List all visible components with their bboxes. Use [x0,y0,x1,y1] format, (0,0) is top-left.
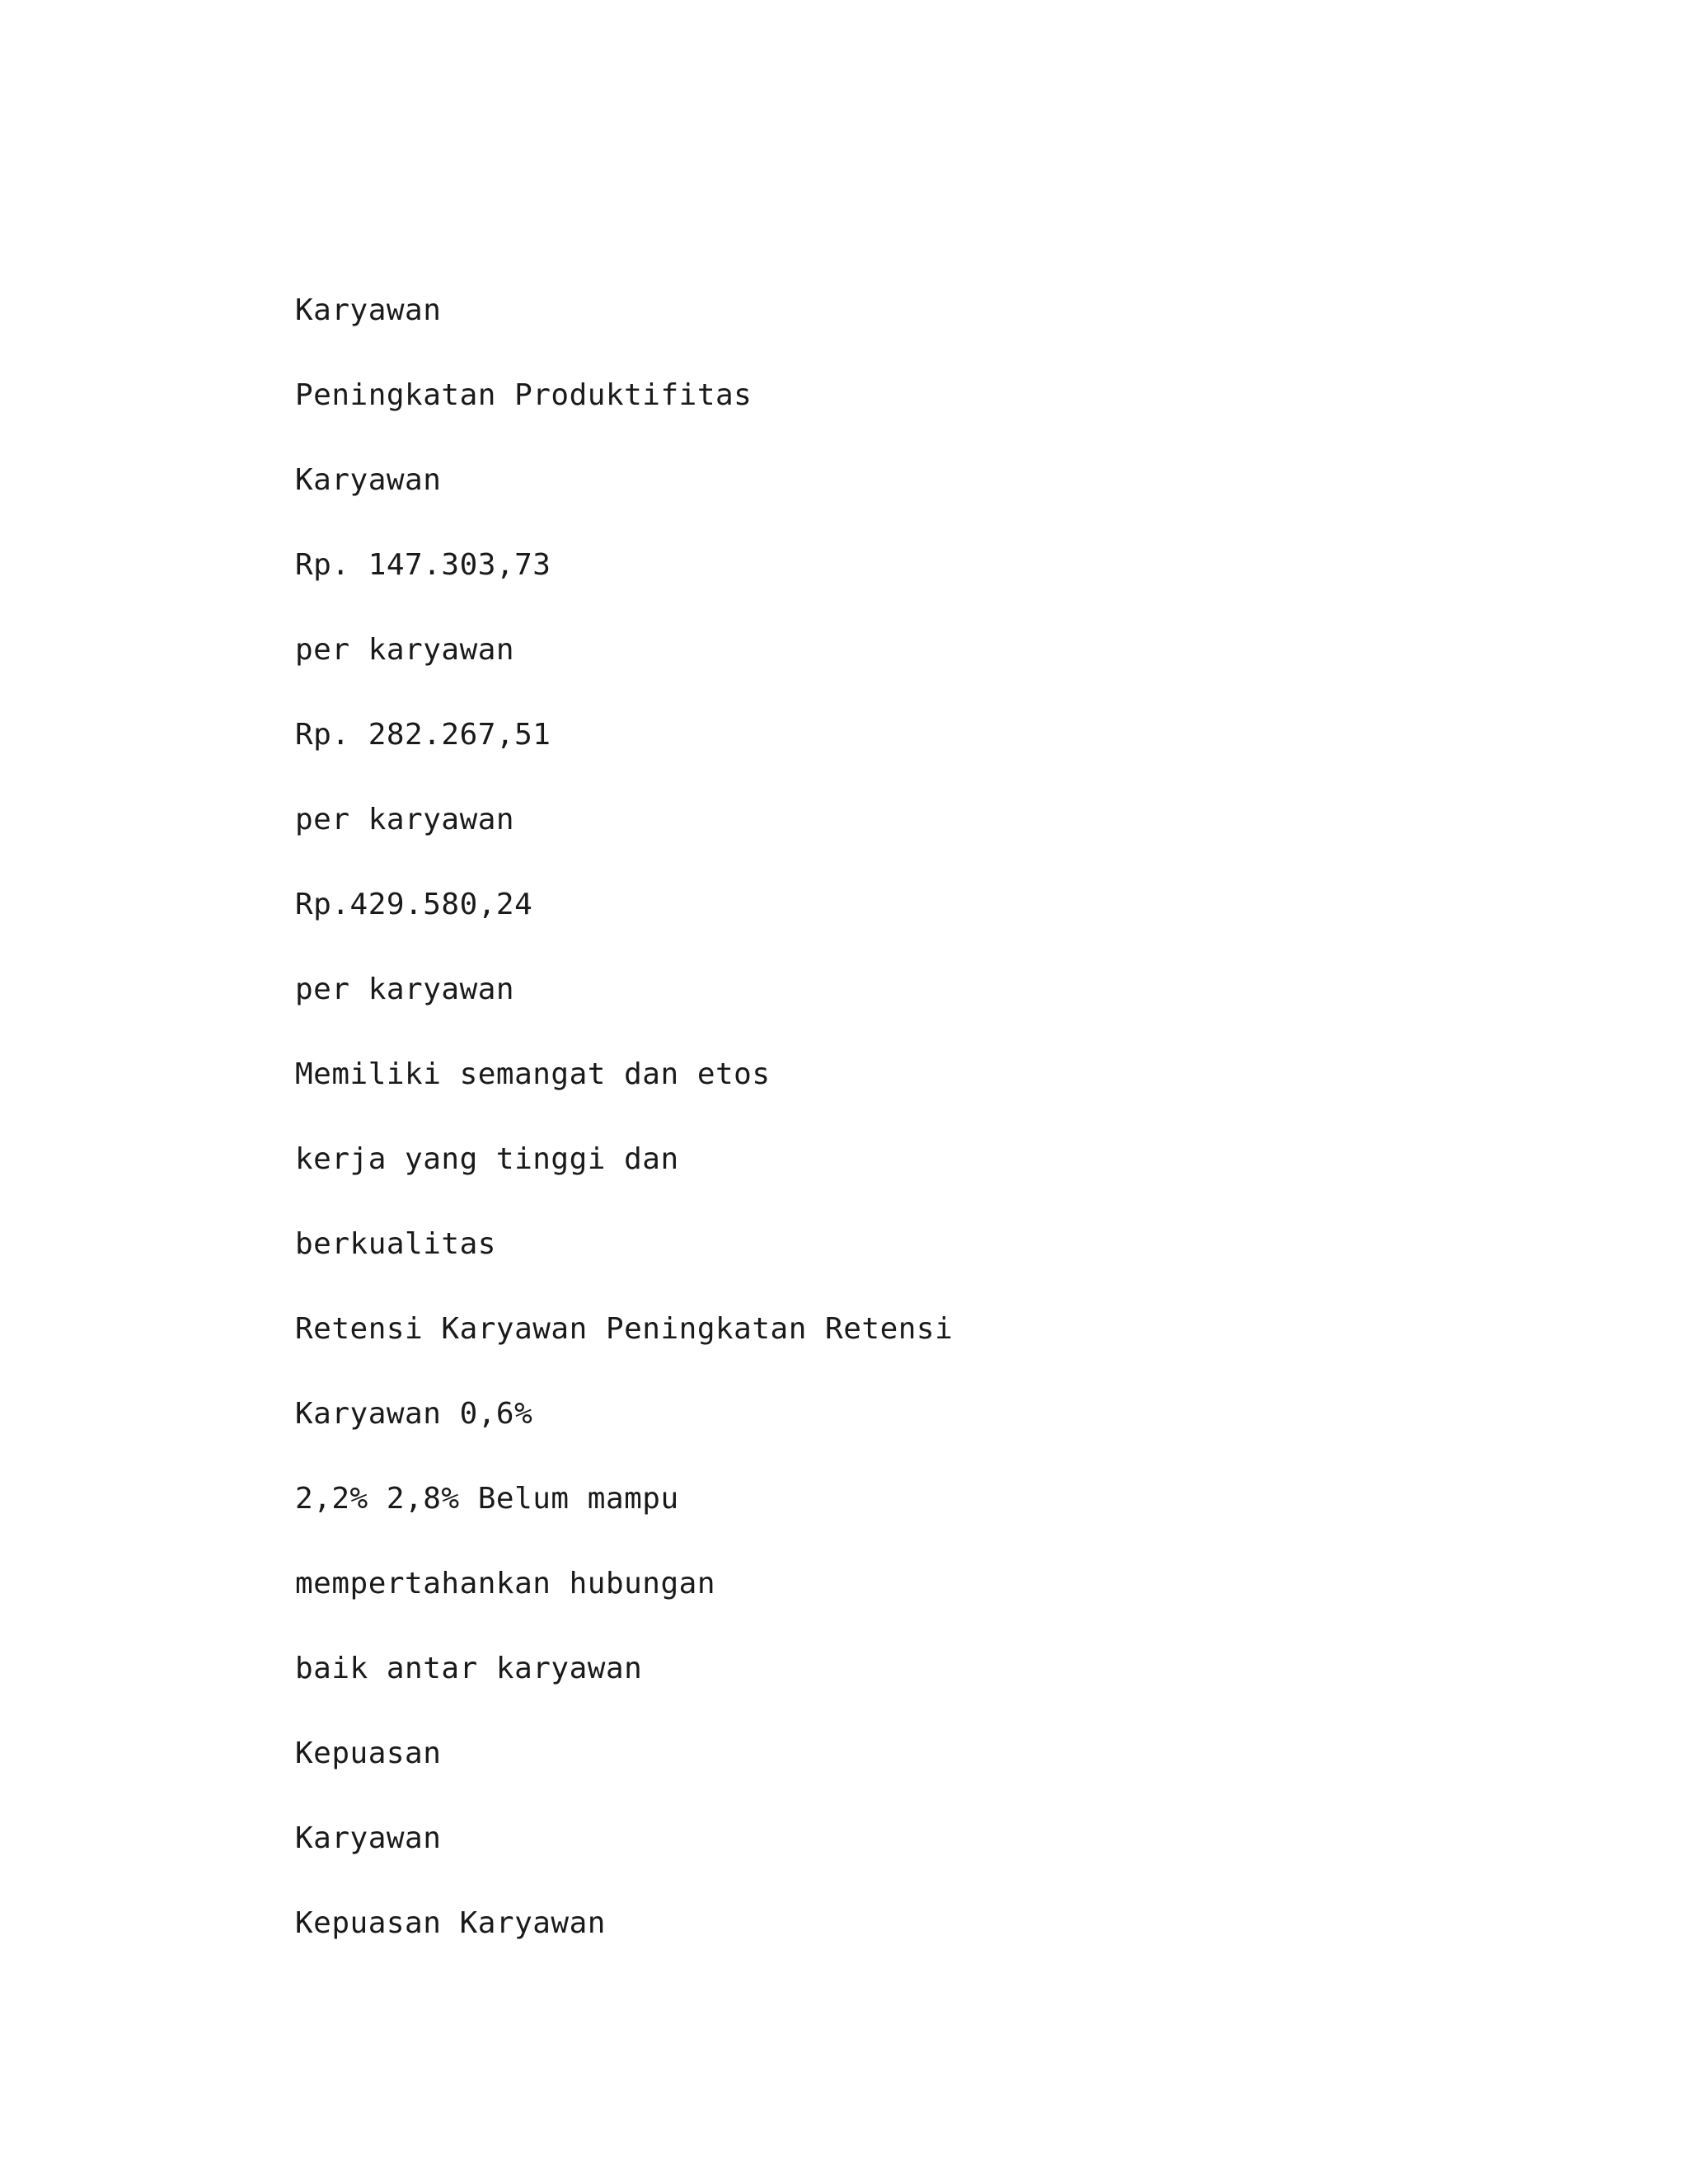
text-line: per karyawan [295,803,515,837]
text-line: Karyawan [295,293,442,327]
text-line: Rp.429.580,24 [295,888,533,921]
text-line: per karyawan [295,972,515,1006]
text-line: Rp. 147.303,73 [295,548,551,582]
text-line: Kepuasan Karyawan [295,1906,606,1940]
text-line: Memiliki semangat dan etos [295,1057,771,1091]
document-text-block [295,293,1531,1990]
text-line: Karyawan [295,463,442,497]
text-line: Karyawan [295,1821,442,1855]
text-line: Karyawan 0,6% [295,1397,533,1431]
text-line: berkualitas [295,1227,496,1261]
text-line: Rp. 282.267,51 [295,718,551,752]
text-line: 2,2% 2,8% Belum mampu [295,1482,679,1516]
text-line: mempertahankan hubungan [295,1567,715,1601]
text-line: Kepuasan [295,1736,442,1770]
text-line: Retensi Karyawan Peningkatan Retensi [295,1312,954,1346]
text-line: per karyawan [295,633,515,667]
text-line: baik antar karyawan [295,1652,643,1685]
text-line: kerja yang tinggi dan [295,1142,679,1176]
text-line: Peningkatan Produktifitas [295,378,753,412]
